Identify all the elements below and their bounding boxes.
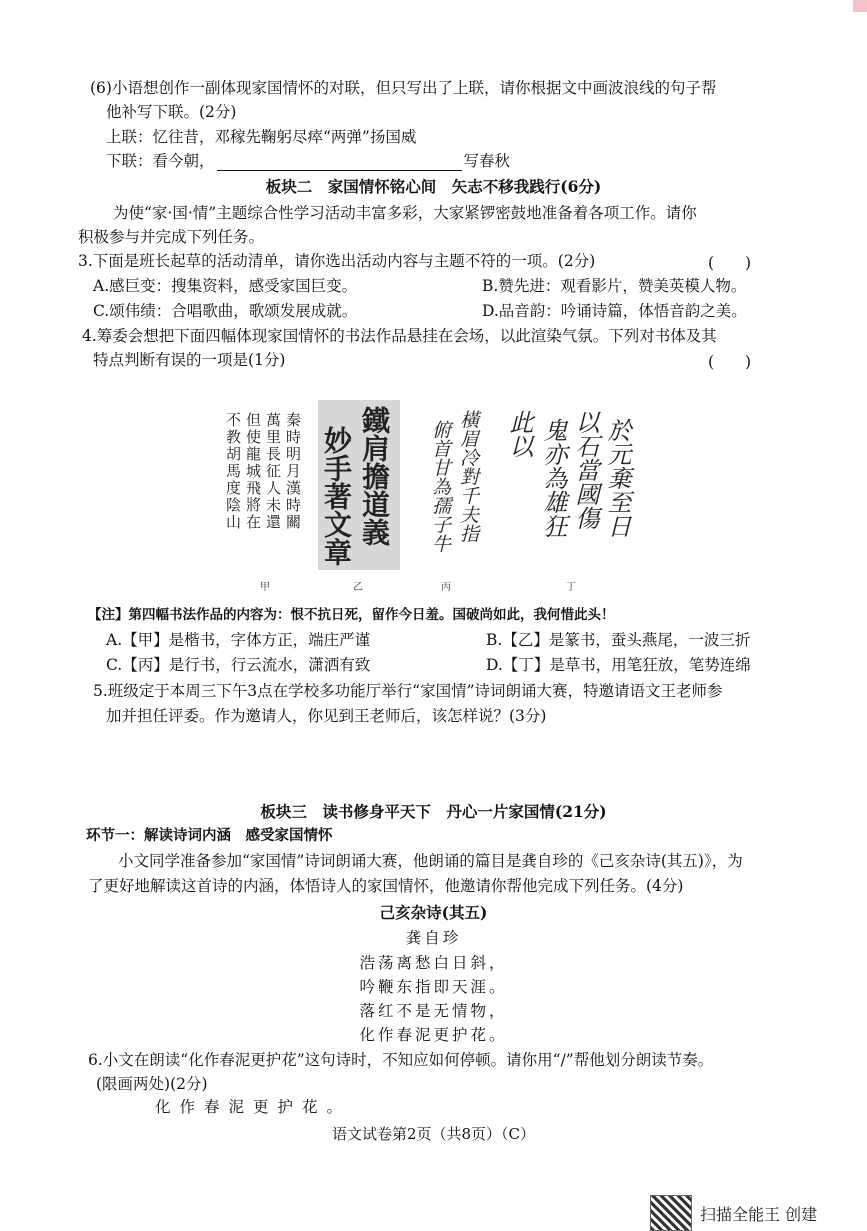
poem-title: 己亥杂诗(其五)	[379, 903, 488, 922]
calligraphy-jia	[222, 400, 304, 570]
section2-title: 板块二 家国情怀铭心间 矢志不移我践行(6分)	[265, 177, 602, 196]
section3-link1: 环节一：解读诗词内涵 感受家国情怀	[86, 827, 333, 844]
q4-option-c: C.【丙】是行书，行云流水，潇洒有致	[106, 656, 371, 674]
label-jia: 甲	[260, 582, 270, 593]
yi-col-1: 鐵肩擔道義	[358, 406, 391, 546]
qr-code-icon	[650, 1195, 692, 1231]
couplet-lower	[106, 151, 510, 171]
q6-prompt-line2: 他补写下联。(2分)	[106, 103, 237, 121]
q4-option-b: B.【乙】是篆书，蚕头燕尾，一波三折	[486, 631, 751, 649]
section2-intro-line1: 为使“家·国·情”主题综合性学习活动丰富多彩，大家紧锣密鼓地准备着各项工作。请你	[113, 204, 697, 222]
section2-intro-line2: 积极参与并完成下列任务。	[78, 228, 265, 246]
section3-intro-line1: 小文同学准备参加“家国情”诗词朗诵大赛，他朗诵的篇目是龚自珍的《己亥杂诗(其五)》，为	[118, 852, 743, 870]
q3-option-d: D.品音韵：吟诵诗篇，体悟音韵之美。	[482, 302, 747, 320]
poem-line-4: 化作春泥更护花。	[359, 1026, 508, 1044]
corner-mark	[853, 0, 867, 12]
label-ding: 丁	[566, 582, 576, 593]
q4-answer-paren[interactable]: ( )	[708, 353, 752, 371]
poem-line-1: 浩荡离愁白日斜，	[359, 954, 508, 972]
calligraphy-ding	[505, 400, 635, 570]
q6b-sample[interactable]: 化作春泥更护花。	[155, 1098, 352, 1116]
q3-option-b: B.赞先进：观看影片，赞美英模人物。	[482, 277, 747, 295]
jia-col-3: 但使龍城飛將在	[244, 412, 262, 531]
couplet-upper: 上联：忆往昔，邓稼先鞠躬尽瘁“两弹”扬国威	[106, 128, 417, 146]
label-bing: 丙	[441, 582, 451, 593]
calligraphy-bing	[410, 400, 490, 570]
ding-col-1: 於元棄至日	[603, 418, 631, 538]
section3-title: 板块三 读书修身平天下 丹心一片家国情(21分)	[260, 802, 607, 821]
calligraphy-yi	[318, 400, 400, 570]
scanner-watermark-text: 扫描全能王 创建	[700, 1204, 818, 1224]
q4-option-d: D.【丁】是草书，用笔狂放，笔势连绵	[486, 656, 751, 674]
scanner-watermark	[650, 1195, 817, 1231]
poem-line-3: 落红不是无情物，	[359, 1002, 508, 1020]
q4-stem-line2: 特点判断有误的一项是(1分)	[93, 351, 286, 369]
q3-stem: 3.下面是班长起草的活动清单，请你选出活动内容与主题不符的一项。(2分)	[78, 252, 596, 270]
poem-author: 龚自珍	[405, 929, 462, 947]
couplet-lower-prefix: 下联：看今朝，	[106, 152, 215, 170]
q6-prompt-line1: (6)小语想创作一副体现家国情怀的对联，但只写出了上联，请你根据文中画波浪线的句子帮	[90, 79, 717, 97]
q4-stem-line1: 4.筹委会想把下面四幅体现家国情怀的书法作品悬挂在会场，以此渲染气氛。下列对书体及其	[82, 327, 717, 345]
jia-col-2: 萬里長征人未還	[264, 412, 282, 531]
q5-line1: 5.班级定于本周三下午3点在学校多功能厅举行“家国情”诗词朗诵大赛，特邀请语文王老师参	[93, 682, 723, 700]
jia-col-4: 不教胡馬度陰山	[224, 412, 242, 531]
q4-note: 【注】第四幅书法作品的内容为：恨不抗日死，留作今日羞。国破尚如此，我何惜此头！	[88, 607, 615, 623]
section3-intro-line2: 了更好地解读这首诗的内涵，体悟诗人的家国情怀，他邀请你帮他完成下列任务。(4分)	[88, 877, 684, 895]
bing-col-1: 橫眉冷對千夫指	[457, 410, 479, 543]
bing-col-2: 俯首甘為孺子牛	[429, 420, 451, 553]
couplet-answer-blank[interactable]	[217, 154, 462, 171]
q6b-line2: (限画两处)(2分)	[96, 1075, 208, 1093]
ding-col-4: 此以	[505, 410, 533, 458]
ding-col-2: 以石當國傷	[571, 410, 599, 530]
q5-line2: 加并担任评委。作为邀请人，你见到王老师后，该怎样说？(3分)	[106, 707, 547, 725]
yi-col-2: 妙手著文章	[320, 426, 353, 566]
q4-option-a: A.【甲】是楷书，字体方正，端庄严谨	[106, 631, 371, 649]
ding-col-3: 鬼亦為雄狂	[539, 418, 567, 538]
q3-option-a: A.感巨变：搜集资料，感受家国巨变。	[93, 277, 358, 295]
q3-answer-paren[interactable]: ( )	[708, 254, 752, 272]
couplet-lower-suffix: 写春秋	[463, 152, 511, 170]
q5-answer-area[interactable]	[106, 730, 786, 790]
q6b-line1: 6.小文在朗读“化作春泥更护花”这句诗时，不知应如何停顿。请你用“/”帮他划分朗读节奏。	[88, 1051, 714, 1069]
poem-line-2: 吟鞭东指即天涯。	[359, 978, 508, 996]
page-footer: 语文试卷第2页（共8页）（C）	[331, 1125, 536, 1143]
q3-option-c: C.颂伟绩：合唱歌曲，歌颂发展成就。	[93, 302, 358, 320]
label-yi: 乙	[353, 582, 363, 593]
jia-col-1: 秦時明月漢時關	[284, 412, 302, 531]
